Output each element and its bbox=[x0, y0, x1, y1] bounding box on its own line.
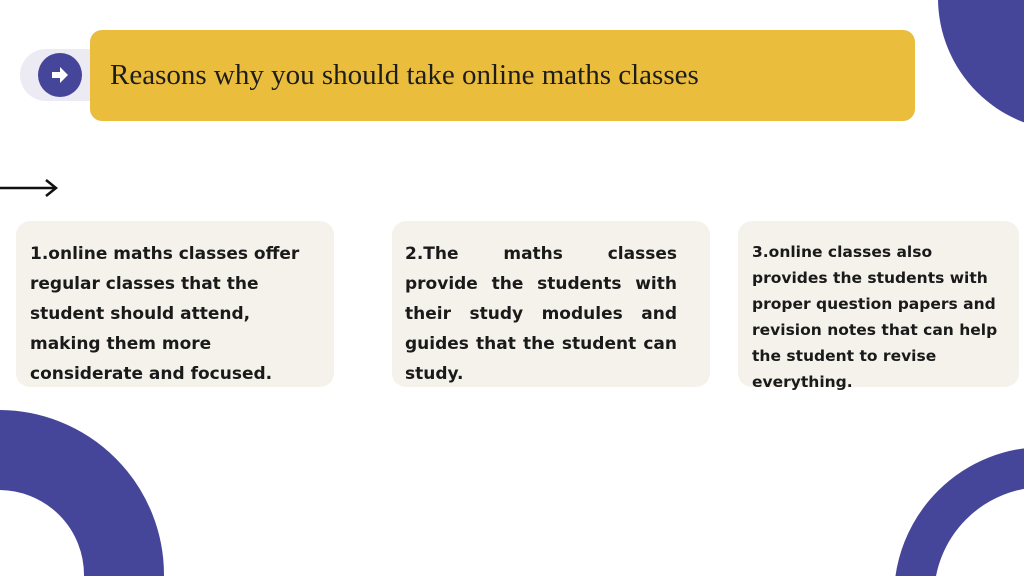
decorative-ring-bottom-left bbox=[0, 410, 164, 576]
reason-text-2: 2.The maths classes provide the students with their study modules and guides that the student can study. bbox=[405, 244, 677, 384]
title-bar bbox=[90, 30, 915, 121]
reason-text-3: 3.online classes also provides the students with proper question papers and revision notes that can help the student to revise everything. bbox=[752, 243, 998, 391]
reason-text-1: 1.online maths classes offer regular classes that the student should attend, making them more considerate and focused. bbox=[30, 244, 300, 384]
reason-card-1 bbox=[16, 221, 334, 387]
long-arrow-right-icon bbox=[0, 178, 62, 198]
reason-card-3 bbox=[738, 221, 1019, 391]
arrow-right-icon bbox=[38, 53, 82, 97]
slide-title: Reasons why you should take online maths classes bbox=[110, 59, 699, 91]
decorative-quarter-circle-top-right bbox=[938, 0, 1024, 131]
decorative-ring-bottom-right bbox=[894, 447, 1024, 576]
reason-card-2 bbox=[392, 221, 710, 387]
